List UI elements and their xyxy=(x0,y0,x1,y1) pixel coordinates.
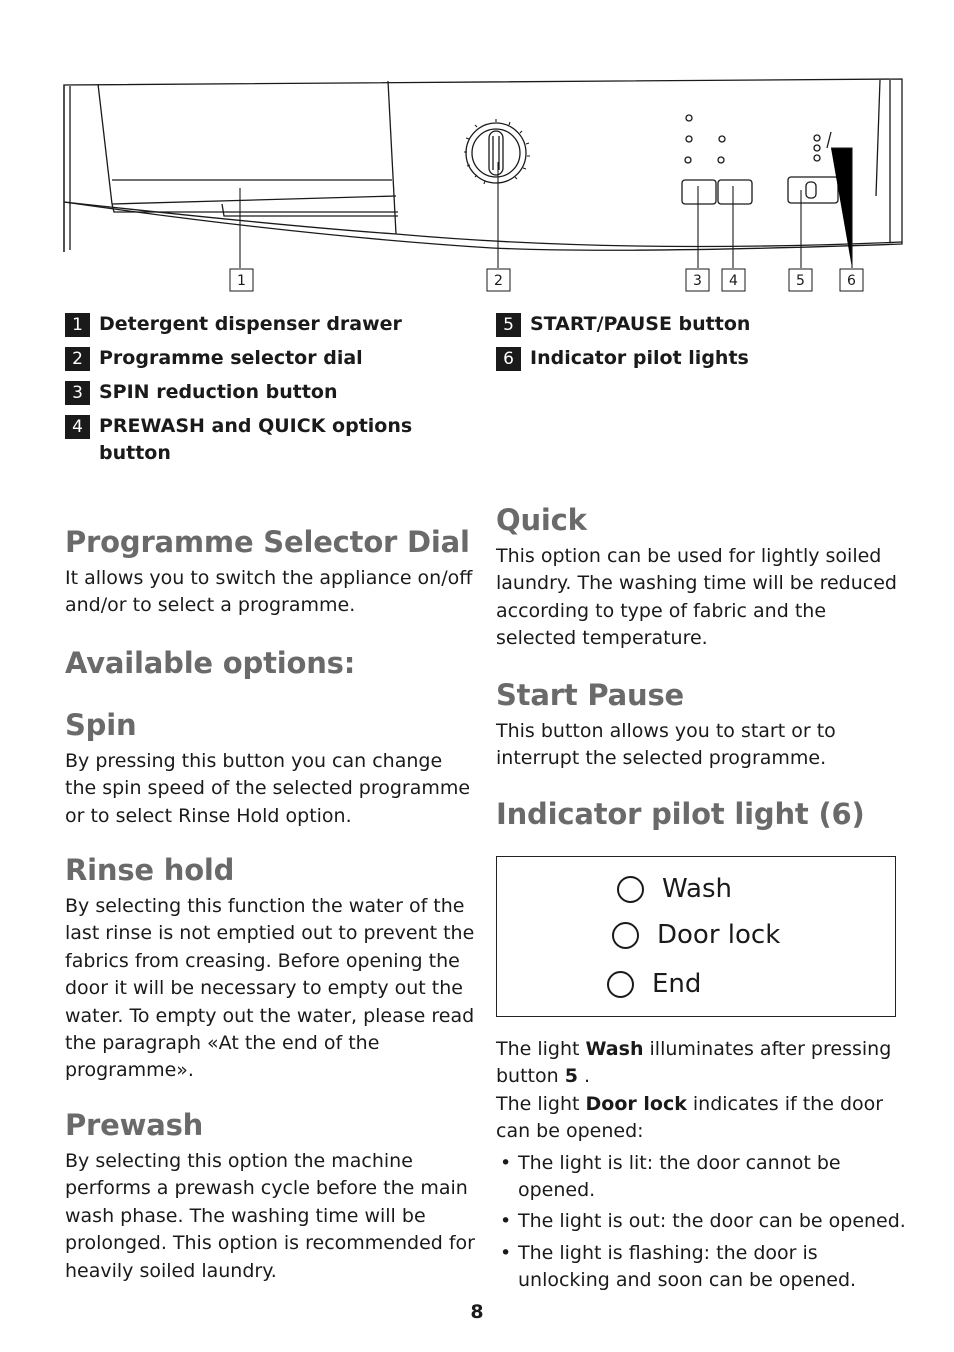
section-title-rinse-hold: Rinse hold xyxy=(65,853,235,888)
legend-item xyxy=(65,377,465,406)
legend-left xyxy=(65,309,465,467)
wash-light-icon xyxy=(617,876,644,903)
indicator-explanation xyxy=(496,1036,906,1295)
section-title-options: Available options: xyxy=(65,645,356,680)
indicator-door-lock xyxy=(612,920,780,950)
legend-label: SPIN reduction button xyxy=(99,381,338,403)
indicator-label: Door lock xyxy=(657,920,781,950)
section-title-dial: Programme Selector Dial xyxy=(65,525,470,559)
callout-1: 1 xyxy=(237,273,246,289)
legend-label: Indicator pilot lights xyxy=(530,347,749,369)
legend-label: PREWASH and QUICK options button xyxy=(99,415,413,464)
door-lock-states-list xyxy=(496,1150,906,1295)
legend-right xyxy=(496,309,896,372)
legend-number: 2 xyxy=(65,347,90,371)
right-column xyxy=(496,502,906,832)
legend-item xyxy=(496,343,896,372)
legend-item xyxy=(65,411,465,467)
legend-label: Detergent dispenser drawer xyxy=(99,313,402,335)
callout-3: 3 xyxy=(693,273,702,289)
legend-number: 4 xyxy=(65,415,90,439)
section-title-quick: Quick xyxy=(496,503,587,537)
legend-item xyxy=(65,309,465,338)
legend-number: 5 xyxy=(496,313,521,337)
callout-4: 4 xyxy=(729,273,738,289)
left-column xyxy=(65,524,475,1285)
legend-label: START/PAUSE button xyxy=(530,313,751,335)
legend-label: Programme selector dial xyxy=(99,347,363,369)
legend-number: 1 xyxy=(65,313,90,337)
list-item: • The light is out: the door can be opened. xyxy=(496,1208,906,1235)
section-body-dial: It allows you to switch the appliance on/off and/or to select a programme. xyxy=(65,567,473,617)
section-title-prewash: Prewash xyxy=(65,1107,204,1142)
legend-number: 3 xyxy=(65,381,90,405)
section-title-start-pause: Start Pause xyxy=(496,677,684,712)
section-body-rinse-hold: By selecting this function the water of the last rinse is not emptied out to prevent the fabrics from creasing. Before opening the door it will be necessary to empty out the water. To empty out the water, please read the paragraph «At the end of the programme». xyxy=(65,895,475,1082)
callout-2: 2 xyxy=(494,273,503,289)
legend-number: 6 xyxy=(496,347,521,371)
wash-light-paragraph: The light Wash illuminates after pressing button 5 . xyxy=(496,1038,892,1088)
section-title-indicator: Indicator pilot light (6) xyxy=(496,797,865,832)
legend-item xyxy=(65,343,465,372)
section-title-spin: Spin xyxy=(65,707,137,742)
indicator-label: End xyxy=(652,969,702,999)
door-lock-paragraph: The light Door lock indicates if the door can be opened: xyxy=(496,1092,884,1143)
indicator-end xyxy=(607,969,701,999)
end-light-icon xyxy=(607,971,634,998)
section-body-quick: This option can be used for lightly soiled laundry. The washing time will be reduced according to type of fabric and the selected temperature. xyxy=(496,545,897,650)
list-item: • The light is lit: the door cannot be opened. xyxy=(496,1150,906,1205)
section-body-start-pause: This button allows you to start or to interrupt the selected programme. xyxy=(496,719,836,770)
indicator-label: Wash xyxy=(662,874,733,904)
callout-6: 6 xyxy=(847,273,856,289)
list-item: • The light is flashing: the door is unlocking and soon can be opened. xyxy=(496,1240,906,1295)
callout-5: 5 xyxy=(796,273,805,289)
door-lock-light-icon xyxy=(612,922,639,949)
indicator-wash xyxy=(617,874,732,904)
section-body-spin: By pressing this button you can change the spin speed of the selected programme or to select Rinse Hold option. xyxy=(65,749,471,827)
legend-item xyxy=(496,309,896,338)
section-body-prewash: By selecting this option the machine performs a prewash cycle before the main wash phase. The washing time will be prolonged. This option is recommended for heavily soiled laundry. xyxy=(65,1149,475,1282)
callout-markers xyxy=(230,269,863,291)
indicator-lights-box xyxy=(496,856,896,1017)
page-number: 8 xyxy=(470,1301,484,1323)
control-panel-illustration xyxy=(62,76,904,296)
